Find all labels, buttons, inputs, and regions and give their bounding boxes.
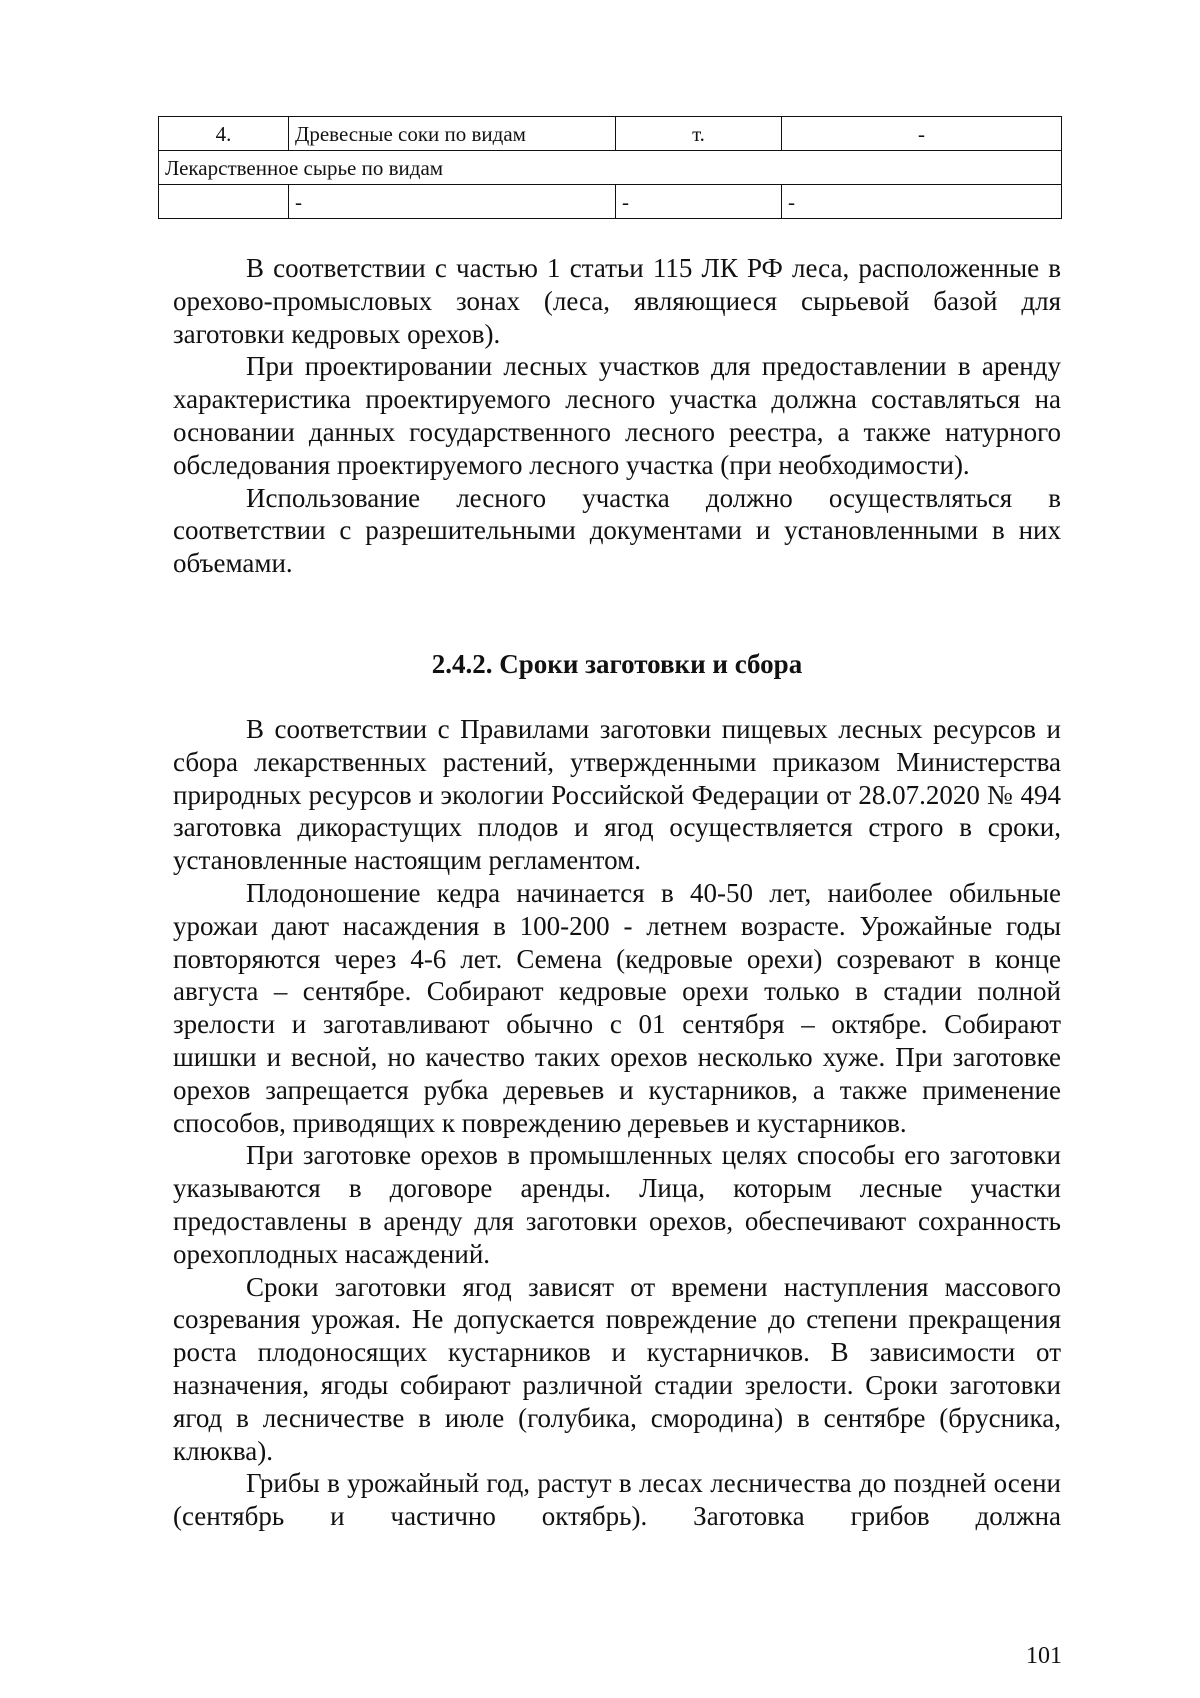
paragraph: Плодоношение кедра начинается в 40-50 лет, наиболее обильные урожаи дают насаждения в 100-200 - летнем возрасте. Урожайные годы повторяются через 4-6 лет. Семена (кедровые орехи) созревают в конце августа – сентябре. Собирают кедровые орехи только в стадии полной зрелости и заготавливают обычно с 01 сентября – октябре. Собирают шишки и весной, но качество таких орехов несколько хуже. При заготовке орехов запрещается рубка деревьев и кустарников, а также применение способов, приводящих к повреждению деревьев и кустарников.: [173, 877, 1061, 1138]
section-heading: 2.4.2. Сроки заготовки и сбора: [431, 649, 803, 679]
paragraph: При заготовке орехов в промышленных целях способы его заготовки указываются в договоре аренды. Лица, которым лесные участки предоставлены в аренду для заготовки орехов, обеспечивают сохранность орехоплодных насаждений.: [173, 1140, 1061, 1269]
table-cell-unit: т.: [616, 117, 782, 151]
resources-table: [158, 116, 1062, 219]
table-cell-dash: -: [782, 185, 1062, 219]
paragraph: Сроки заготовки ягод зависят от времени наступления массового созревания урожая. Не допускается повреждение до степени прекращения роста плодоносящих кустарников и кустарничков. В зависимости от назначения, ягоды собирают различной стадии зрелости. Сроки заготовки ягод в лесничестве в июле (голубика, смородина) в сентябре (брусника, клюква).: [173, 1271, 1061, 1466]
table-cell-dash: -: [616, 185, 782, 219]
table-cell-num: 4.: [159, 117, 289, 151]
table-cell-dash: -: [289, 185, 616, 219]
paragraph: В соответствии с частью 1 статьи 115 ЛК РФ леса, расположенные в орехово-промысловых зонах (леса, являющиеся сырьевой базой для заготовки кедровых орехов).: [173, 253, 1061, 349]
paragraph: Грибы в урожайный год, растут в лесах лесничества до поздней осени (сентябрь и частично октябрь). Заготовка грибов должна: [173, 1468, 1061, 1532]
table-row: [159, 185, 1062, 219]
table-group-label: Лекарственное сырье по видам: [159, 151, 1062, 185]
table-cell-empty: [159, 185, 289, 219]
section-harvest-terms: [173, 713, 1061, 1533]
paragraph: Использование лесного участка должно осуществляться в соответствии с разрешительными документами и установленными в них объемами.: [173, 482, 1061, 579]
table-cell-value: -: [782, 117, 1062, 151]
table-row: [159, 151, 1062, 185]
table-row: [159, 117, 1062, 151]
page-number: 101: [1026, 1643, 1062, 1669]
section-intro: [173, 252, 1061, 580]
paragraph: В соответствии с Правилами заготовки пищевых лесных ресурсов и сбора лекарственных растений, утвержденными приказом Министерства природных ресурсов и экологии Российской Федерации от 28.07.2020 № 494 заготовка дикорастущих плодов и ягод осуществляется строго в сроки, установленные настоящим регламентом.: [173, 714, 1061, 876]
table-cell-name: Древесные соки по видам: [289, 117, 616, 151]
paragraph: При проектировании лесных участков для предоставлении в аренду характеристика проектируемого лесного участка должна составляться на основании данных государственного лесного реестра, а также натурного обследования проектируемого лесного участка (при необходимости).: [173, 351, 1061, 480]
